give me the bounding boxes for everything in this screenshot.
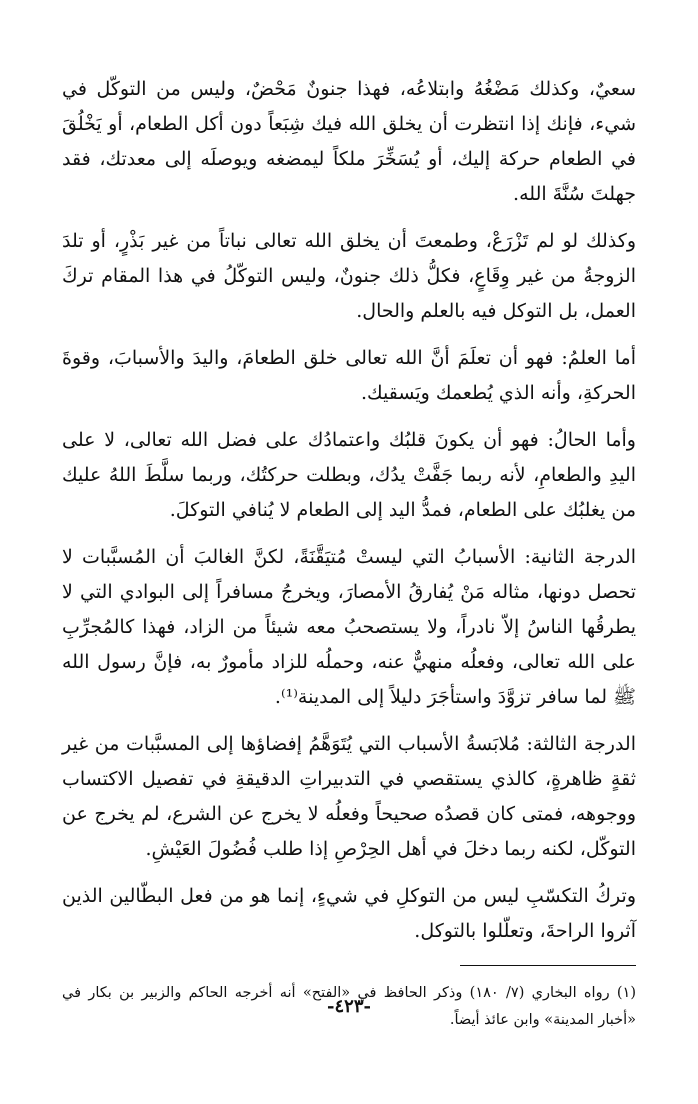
paragraph-6: الدرجة الثالثة: مُلابَسةُ الأسباب التي يُتَوَهَّمُ إفضاؤها إلى المسبَّبات من غير ثقةٍ ظاهرةٍ، كالذي يستقصي في التدبيراتِ الدقيقةِ في تفصيل الاكتساب ووجوهه، فمتى كان قصدُه صحيحاً وفعلُه لا يخرج عن الشرع، لم يخرج عن التوكّل، لكنه ربما دخلَ في أهل الحِرْصِ إذا طلب فُضُولَ العَيْشِ. (62, 733, 636, 860)
paragraph-7: وتركُ التكسّبِ ليس من التوكلِ في شيءٍ، إنما هو من فعل البطّالين الذين آثروا الراحةَ، وتعلّلوا بالتوكل. (62, 885, 636, 942)
page-content (62, 72, 636, 1104)
paragraph-5: الدرجة الثانية: الأسبابُ التي ليستْ مُتيَقَّنَةً، لكنَّ الغالبَ أن المُسبَّبات لا تحصل دونها، مثاله مَنْ يُفارقُ الأمصارَ، ويخرجُ مسافراً إلى البوادي التي لا يطرقُها الناسُ إلاّ نادراً، ولا يستصحبُ معه شيئاً من الزاد، فهذا كالمُجرِّبِ على الله تعالى، وفعلُه منهيٌّ عنه، وحملُه للزاد مأمورٌ به، فإنَّ رسول الله ﷺ لما سافر تزوَّدَ واستأجَرَ دليلاً إلى المدينة⁽¹⁾. (62, 546, 636, 708)
paragraph-4: وأما الحالُ: فهو أن يكونَ قلبُك واعتمادُك على فضل الله تعالى، لا على اليدِ والطعامِ، لأنه ربما جَفَّتْ يدُك، وبطلت حركتُك، وربما سلَّطَ اللهُ عليك من يغلبُك على الطعام، فمدُّ اليد إلى الطعام لا يُنافي التوكلَ. (62, 429, 636, 521)
paragraph-2: وكذلك لو لم تَزْرَعْ، وطمعتَ أن يخلق الله تعالى نباتاً من غير بَذْرٍ، أو تلدَ الزوجةُ من غير وِقَاعٍ، فكلُّ ذلك جنونٌ، وليس التوكّلُ في هذا المقام تركَ العمل، بل التوكل فيه بالعلم والحال. (62, 230, 636, 322)
paragraph-3: أما العلمُ: فهو أن تعلَمَ أنَّ الله تعالى خلق الطعامَ، واليدَ والأسبابَ، وقوةَ الحركةِ، وأنه الذي يُطعمك ويَسقيك. (62, 347, 636, 404)
footnote: (١) رواه البخاري (٧/ ١٨٠) وذكر الحافظ في «الفتح» أنه أخرجه الحاكم والزبير بن بكار في «أخبار المدينة» وابن عائذ أيضاً. (62, 985, 636, 1028)
paragraph-1: سعيٌ، وكذلك مَضْغُهُ وابتلاعُه، فهذا جنونٌ مَحْضٌ، وليس من التوكّل في شيء، فإنك إذا انتظرت أن يخلق الله فيك شِبَعاً دون أكل الطعام، أو يَخْلُقَ في الطعام حركة إليك، أو يُسَخِّرَ ملكاً ليمضغه ويوصلَه إلى معدتك، فقد جهلتَ سُنَّةَ الله. (62, 78, 636, 205)
page-number: -٤٢٣- (327, 996, 371, 1017)
footnote-separator (460, 965, 636, 966)
